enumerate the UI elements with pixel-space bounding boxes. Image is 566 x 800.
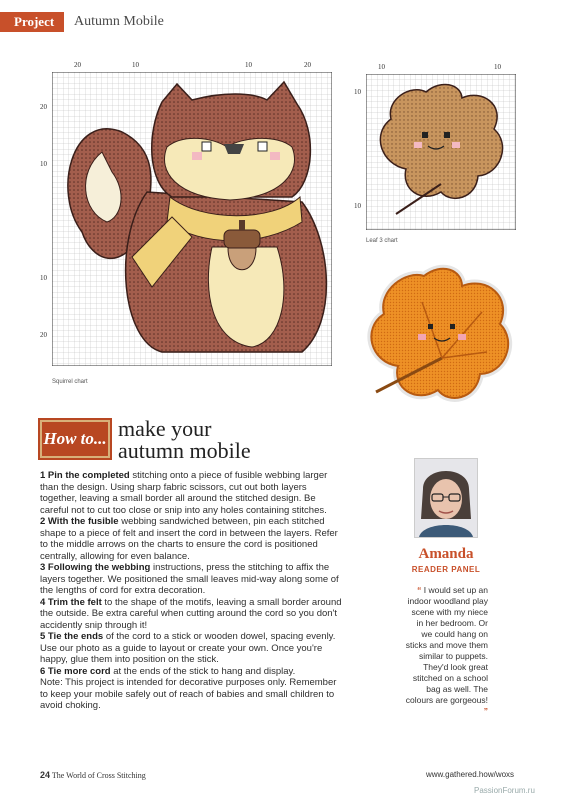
squirrel-tick-top-2: 10 (132, 61, 139, 69)
heading-line-1: make your (118, 416, 212, 441)
instructions (40, 470, 342, 712)
safety-note: Note: This project is intended for decorative purposes only. Remember to keep your mobile safely out of reach of babies and small children to avoid choking. (40, 677, 337, 711)
step-lead: 1 Pin the completed (40, 470, 130, 481)
section-heading (118, 418, 251, 462)
squirrel-tick-top-3: 10 (245, 61, 252, 69)
step-lead: 6 Tie more cord (40, 665, 111, 677)
step-lead: 3 Following the webbing (40, 562, 151, 573)
step-text: at the ends of the stick to hang and display. (110, 665, 296, 677)
magazine-name: The World of Cross Stitching (51, 771, 146, 780)
reader-portrait (415, 459, 477, 537)
page-number: 24 (40, 770, 51, 780)
reader-quote-text: I would set up an indoor woodland play scene with my niece in her bedroom. Or we could hang on sticks and move them similar to puppets. They'd look great stitched on a school bag as well. The colours are gorgeous! (405, 585, 488, 705)
reader-avatar (414, 458, 478, 538)
squirrel-tick-left-2: 10 (40, 160, 47, 168)
step-2 (40, 516, 342, 562)
step-text: webbing sandwiched between, pin each stitched shape to a piece of felt and insert the cord in between the layers. Refer to the middle arrows on the charts to ensure the cord is positioned centrally, allowing for even balance. (40, 516, 338, 562)
squirrel-tick-left-1: 20 (40, 103, 47, 111)
step-text: of the cord to a stick or wooden dowel, spacing evenly. Use our photo as a guide to layout or create your own. Once you're happy, glue them into position on the stick. (40, 631, 336, 665)
leaf-chart (354, 63, 516, 230)
heading-line-2: autumn mobile (118, 438, 251, 463)
step-4 (40, 597, 342, 632)
squirrel-tick-left-4: 20 (40, 331, 47, 339)
step-5 (40, 631, 342, 666)
step-3 (40, 562, 342, 597)
squirrel-chart (40, 61, 332, 366)
leaf-tick-left-1: 10 (354, 88, 361, 96)
close-quote-icon: ” (483, 706, 488, 716)
open-quote-icon: “ (417, 585, 422, 595)
step-1 (40, 470, 342, 516)
how-to-badge: How to... (40, 420, 110, 458)
leaf-tick-top-2: 10 (494, 63, 501, 71)
leaf-tick-left-2: 10 (354, 202, 361, 210)
step-lead: 2 With the fusible (40, 516, 119, 527)
reader-quote (404, 585, 488, 717)
step-text: stitching onto a piece of fusible webbing larger than the design. Using sharp fabric scissors, cut out both layers together, leaving a small border all around the stitched design. Be careful not to cut too close or snip into any holes containing stitches. (40, 470, 328, 516)
squirrel-tick-top-1: 20 (74, 61, 81, 69)
reader-role: READER PANEL (411, 565, 481, 574)
step-text: to the shape of the motifs, leaving a small border around the outside. Be extra careful when cutting around the cord so you don't accidently snip through it! (40, 596, 342, 631)
step-lead: 5 Tie the ends (40, 631, 104, 642)
squirrel-chart-caption: Squirrel chart (52, 379, 88, 385)
leaf-chart-caption: Leaf 3 chart (366, 238, 398, 244)
squirrel-chart-graphic (52, 72, 332, 366)
footer-url: www.gathered.how/woxs (426, 770, 515, 779)
page-title: Autumn Mobile (74, 14, 164, 29)
leaf-chart-graphic (366, 74, 516, 230)
section-tab: Project (0, 12, 64, 32)
leaf-tick-top-1: 10 (378, 63, 385, 71)
squirrel-tick-top-4: 20 (304, 61, 311, 69)
step-text: instructions, press the stitching to affix the layers together. We positioned the small leaves mid-way along some of the lengths of cord for extra decoration. (40, 562, 339, 596)
reader-name: Amanda (418, 546, 474, 562)
squirrel-tick-left-3: 10 (40, 274, 47, 282)
step-lead: 4 Trim the felt (40, 596, 102, 608)
footer-publication (40, 770, 146, 780)
step-6 (40, 666, 342, 678)
watermark: PassionForum.ru (474, 786, 535, 795)
stitched-leaf-photo (362, 262, 518, 412)
